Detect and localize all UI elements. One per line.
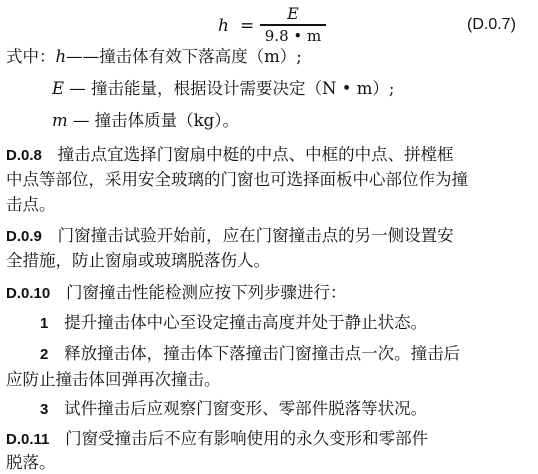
clause-d09-line1 [6,225,534,248]
step-2-line1 [40,343,534,366]
clause-number: D.0.8 [6,147,42,164]
step-number: 2 [40,346,49,363]
clause-d08-line2: 中点等部位，采用安全玻璃的门窗也可选择面板中心部位作为撞 [6,170,468,189]
clause-d08-line3: 击点。 [6,195,56,214]
symbol-e: E [52,79,65,98]
clause-number: D.0.11 [6,431,50,448]
where-e-line [52,78,532,100]
formula-numerator: E [287,4,299,23]
clause-number: D.0.10 [6,285,51,302]
step-1-line [40,312,534,335]
where-m-line [52,110,532,132]
clause-d08-line1 [6,144,534,167]
clause-d011-line2: 脱落。 [6,453,56,472]
step-number: 3 [40,401,49,418]
formula-equals: = [240,16,255,36]
symbol-h: h [55,47,67,66]
step-text: 释放撞击体，撞击体下落撞击门窗撞击点一次。撞击后 [64,344,461,363]
clause-d09-line2: 全措施，防止窗扇或玻璃脱落伤人。 [6,251,270,270]
symbol-m: m [52,111,68,130]
e-description: — 撞击能量，根据设计需要决定（N • m）; [69,79,395,98]
step-3-line [40,398,534,421]
h-description: ——撞击体有效下落高度（m）; [66,47,302,66]
formula-fraction [258,4,328,46]
clause-text: 撞击点宜选择门窗扇中梃的中点、中框的中点、拼樘框 [57,145,454,164]
m-description: — 撞击体质量（kg）。 [72,111,239,130]
clause-text: 门窗受撞击后不应有影响使用的永久变形和零部件 [65,429,429,448]
step-text: 试件撞击后应观察门窗变形、零部件脱落等状况。 [64,399,428,418]
clause-text: 门窗撞击试验开始前，应在门窗撞击点的另一侧设置安 [57,226,454,245]
formula-lhs: h [218,16,229,36]
formula-number: (D.0.7) [467,16,516,33]
formula-denominator: 9.8 • m [264,26,322,45]
step-number: 1 [40,315,49,332]
where-intro: 式中： [6,47,56,66]
clause-text: 门窗撞击性能检测应按下列步骤进行： [65,283,347,302]
where-h-line [6,46,534,68]
clause-d011-line1 [6,428,534,451]
clause-d010-line1 [6,282,534,305]
clause-number: D.0.9 [6,228,42,245]
step-2-line2: 应防止撞击体回弹再次撞击。 [6,370,221,389]
step-text: 提升撞击体中心至设定撞击高度并处于静止状态。 [64,313,428,332]
formula-d07 [0,4,538,46]
